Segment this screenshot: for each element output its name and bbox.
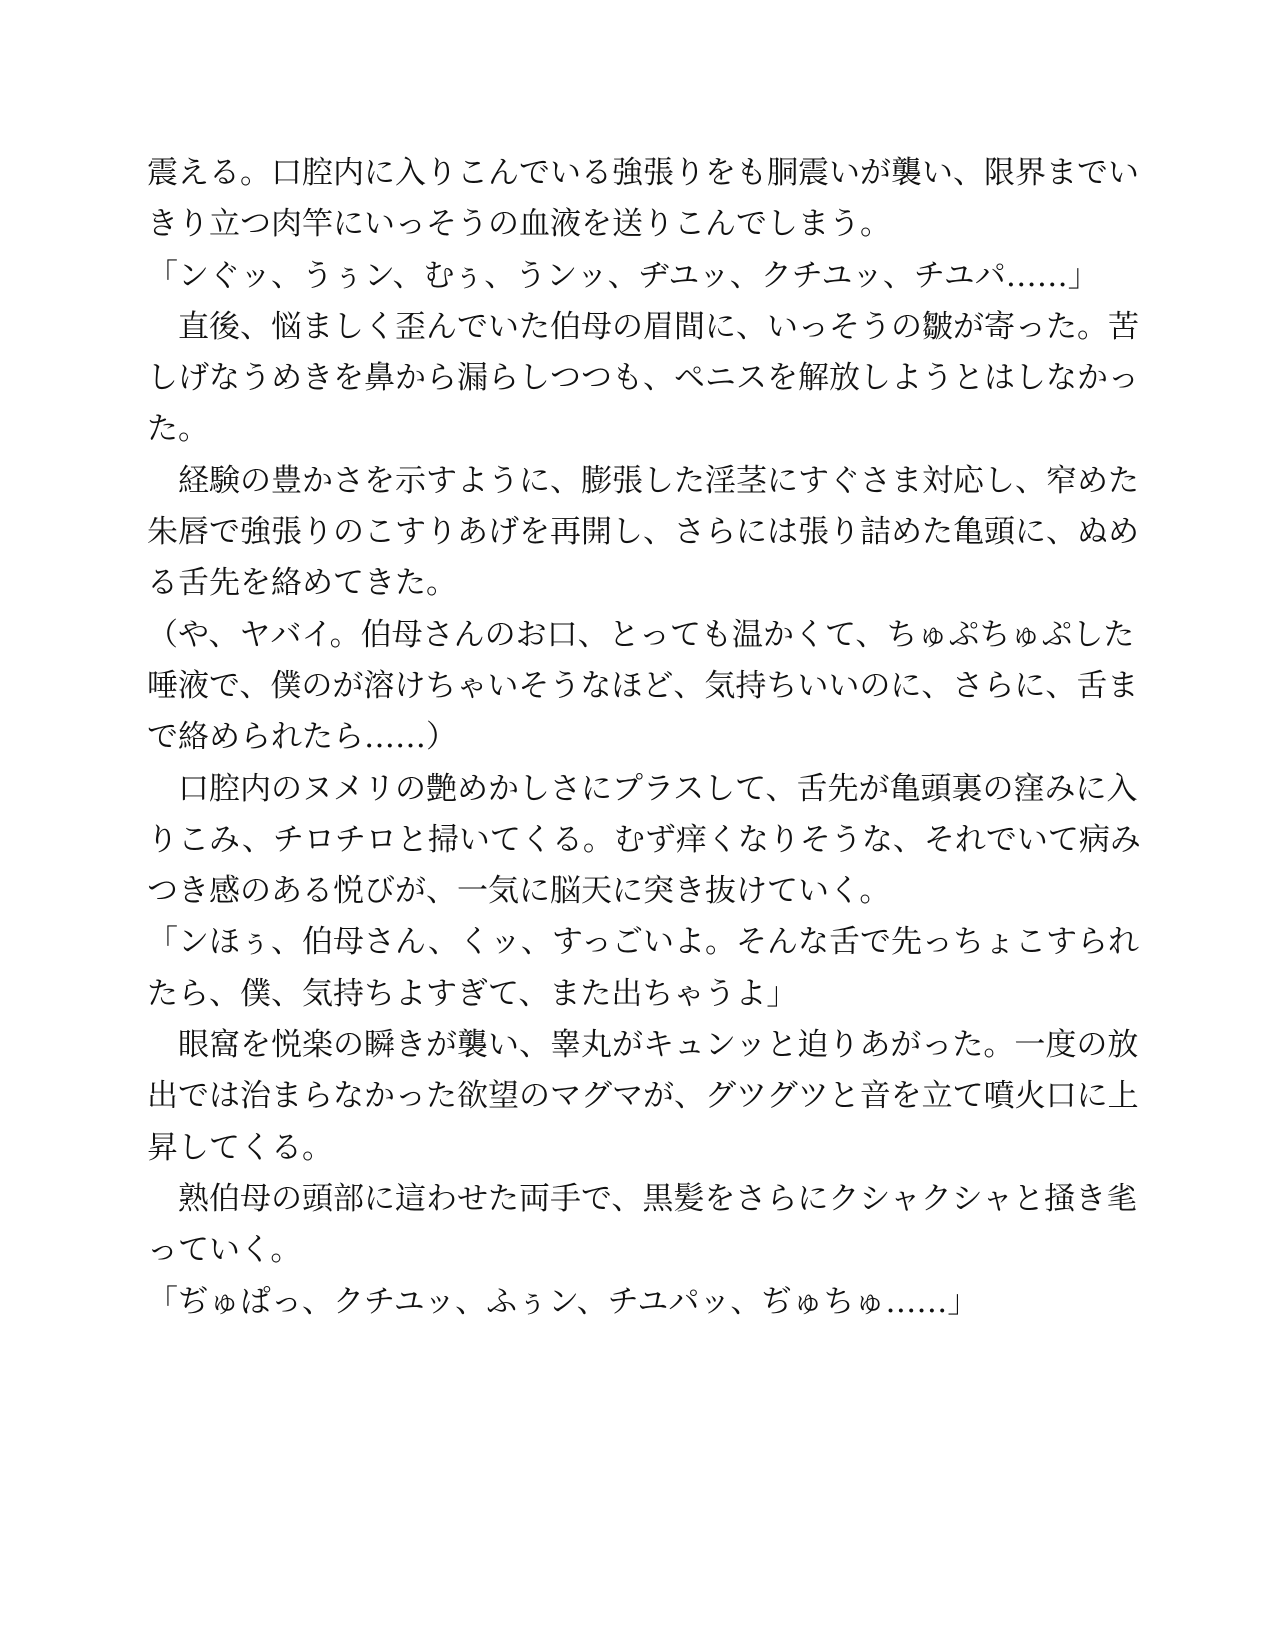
text-line: る舌先を絡めてきた。 bbox=[147, 565, 457, 602]
text-line: 口腔内のヌメリの艶めかしさにプラスして、舌先が亀頭裏の窪みに入 bbox=[147, 770, 1138, 807]
text-line: 震える。口腔内に入りこんでいる強張りをも胴震いが襲い、限界までい bbox=[147, 155, 1139, 191]
text-line: 「ンほぅ、伯母さん、くッ、すっごいよ。そんな舌で先っちょこすられ bbox=[147, 924, 1139, 961]
text-line: 昇してくる。 bbox=[147, 1129, 333, 1166]
text-line: た。 bbox=[147, 411, 209, 448]
text-line: 「ンぐッ、うぅン、むぅ、うンッ、ヂユッ、クチユッ、チユパ……」 bbox=[147, 257, 1099, 294]
text-line: っていく。 bbox=[147, 1232, 302, 1269]
text-line: （や、ヤバイ。伯母さんのお口、とっても温かくて、ちゅぷちゅぷした bbox=[147, 616, 1135, 653]
text-line: 「ぢゅぱっ、クチユッ、ふぅン、チユパッ、ぢゅちゅ……」 bbox=[147, 1283, 979, 1320]
text-line: 経験の豊かさを示すように、膨張した淫茎にすぐさま対応し、窄めた bbox=[147, 462, 1139, 499]
text-line: 直後、悩ましく歪んでいた伯母の眉間に、いっそうの皺が寄った。苦 bbox=[147, 308, 1139, 345]
text-line: 出では治まらなかった欲望のマグマが、グツグツと音を立て噴火口に上 bbox=[147, 1078, 1139, 1115]
text-line: 眼窩を悦楽の瞬きが襲い、睾丸がキュンッと迫りあがった。一度の放 bbox=[147, 1027, 1139, 1064]
text-line: 熟伯母の頭部に這わせた両手で、黒髪をさらにクシャクシャと掻き毟 bbox=[147, 1180, 1138, 1217]
body-text bbox=[147, 148, 1141, 1328]
text-line: 朱唇で強張りのこすりあげを再開し、さらには張り詰めた亀頭に、ぬめ bbox=[147, 514, 1139, 551]
text-line: きり立つ肉竿にいっそうの血液を送りこんでしまう。 bbox=[147, 206, 891, 243]
text-line: 唾液で、僕のが溶けちゃいそうなほど、気持ちいいのに、さらに、舌ま bbox=[147, 667, 1139, 704]
text-line: しげなうめきを鼻から漏らしつつも、ペニスを解放しようとはしなかっ bbox=[147, 360, 1139, 397]
text-line: つき感のある悦びが、一気に脳天に突き抜けていく。 bbox=[147, 873, 891, 910]
text-line: たら、僕、気持ちよすぎて、また出ちゃうよ」 bbox=[147, 975, 798, 1012]
text-line: りこみ、チロチロと掃いてくる。むず痒くなりそうな、それでいて病み bbox=[147, 821, 1141, 858]
text-line: で絡められたら……） bbox=[147, 719, 457, 756]
